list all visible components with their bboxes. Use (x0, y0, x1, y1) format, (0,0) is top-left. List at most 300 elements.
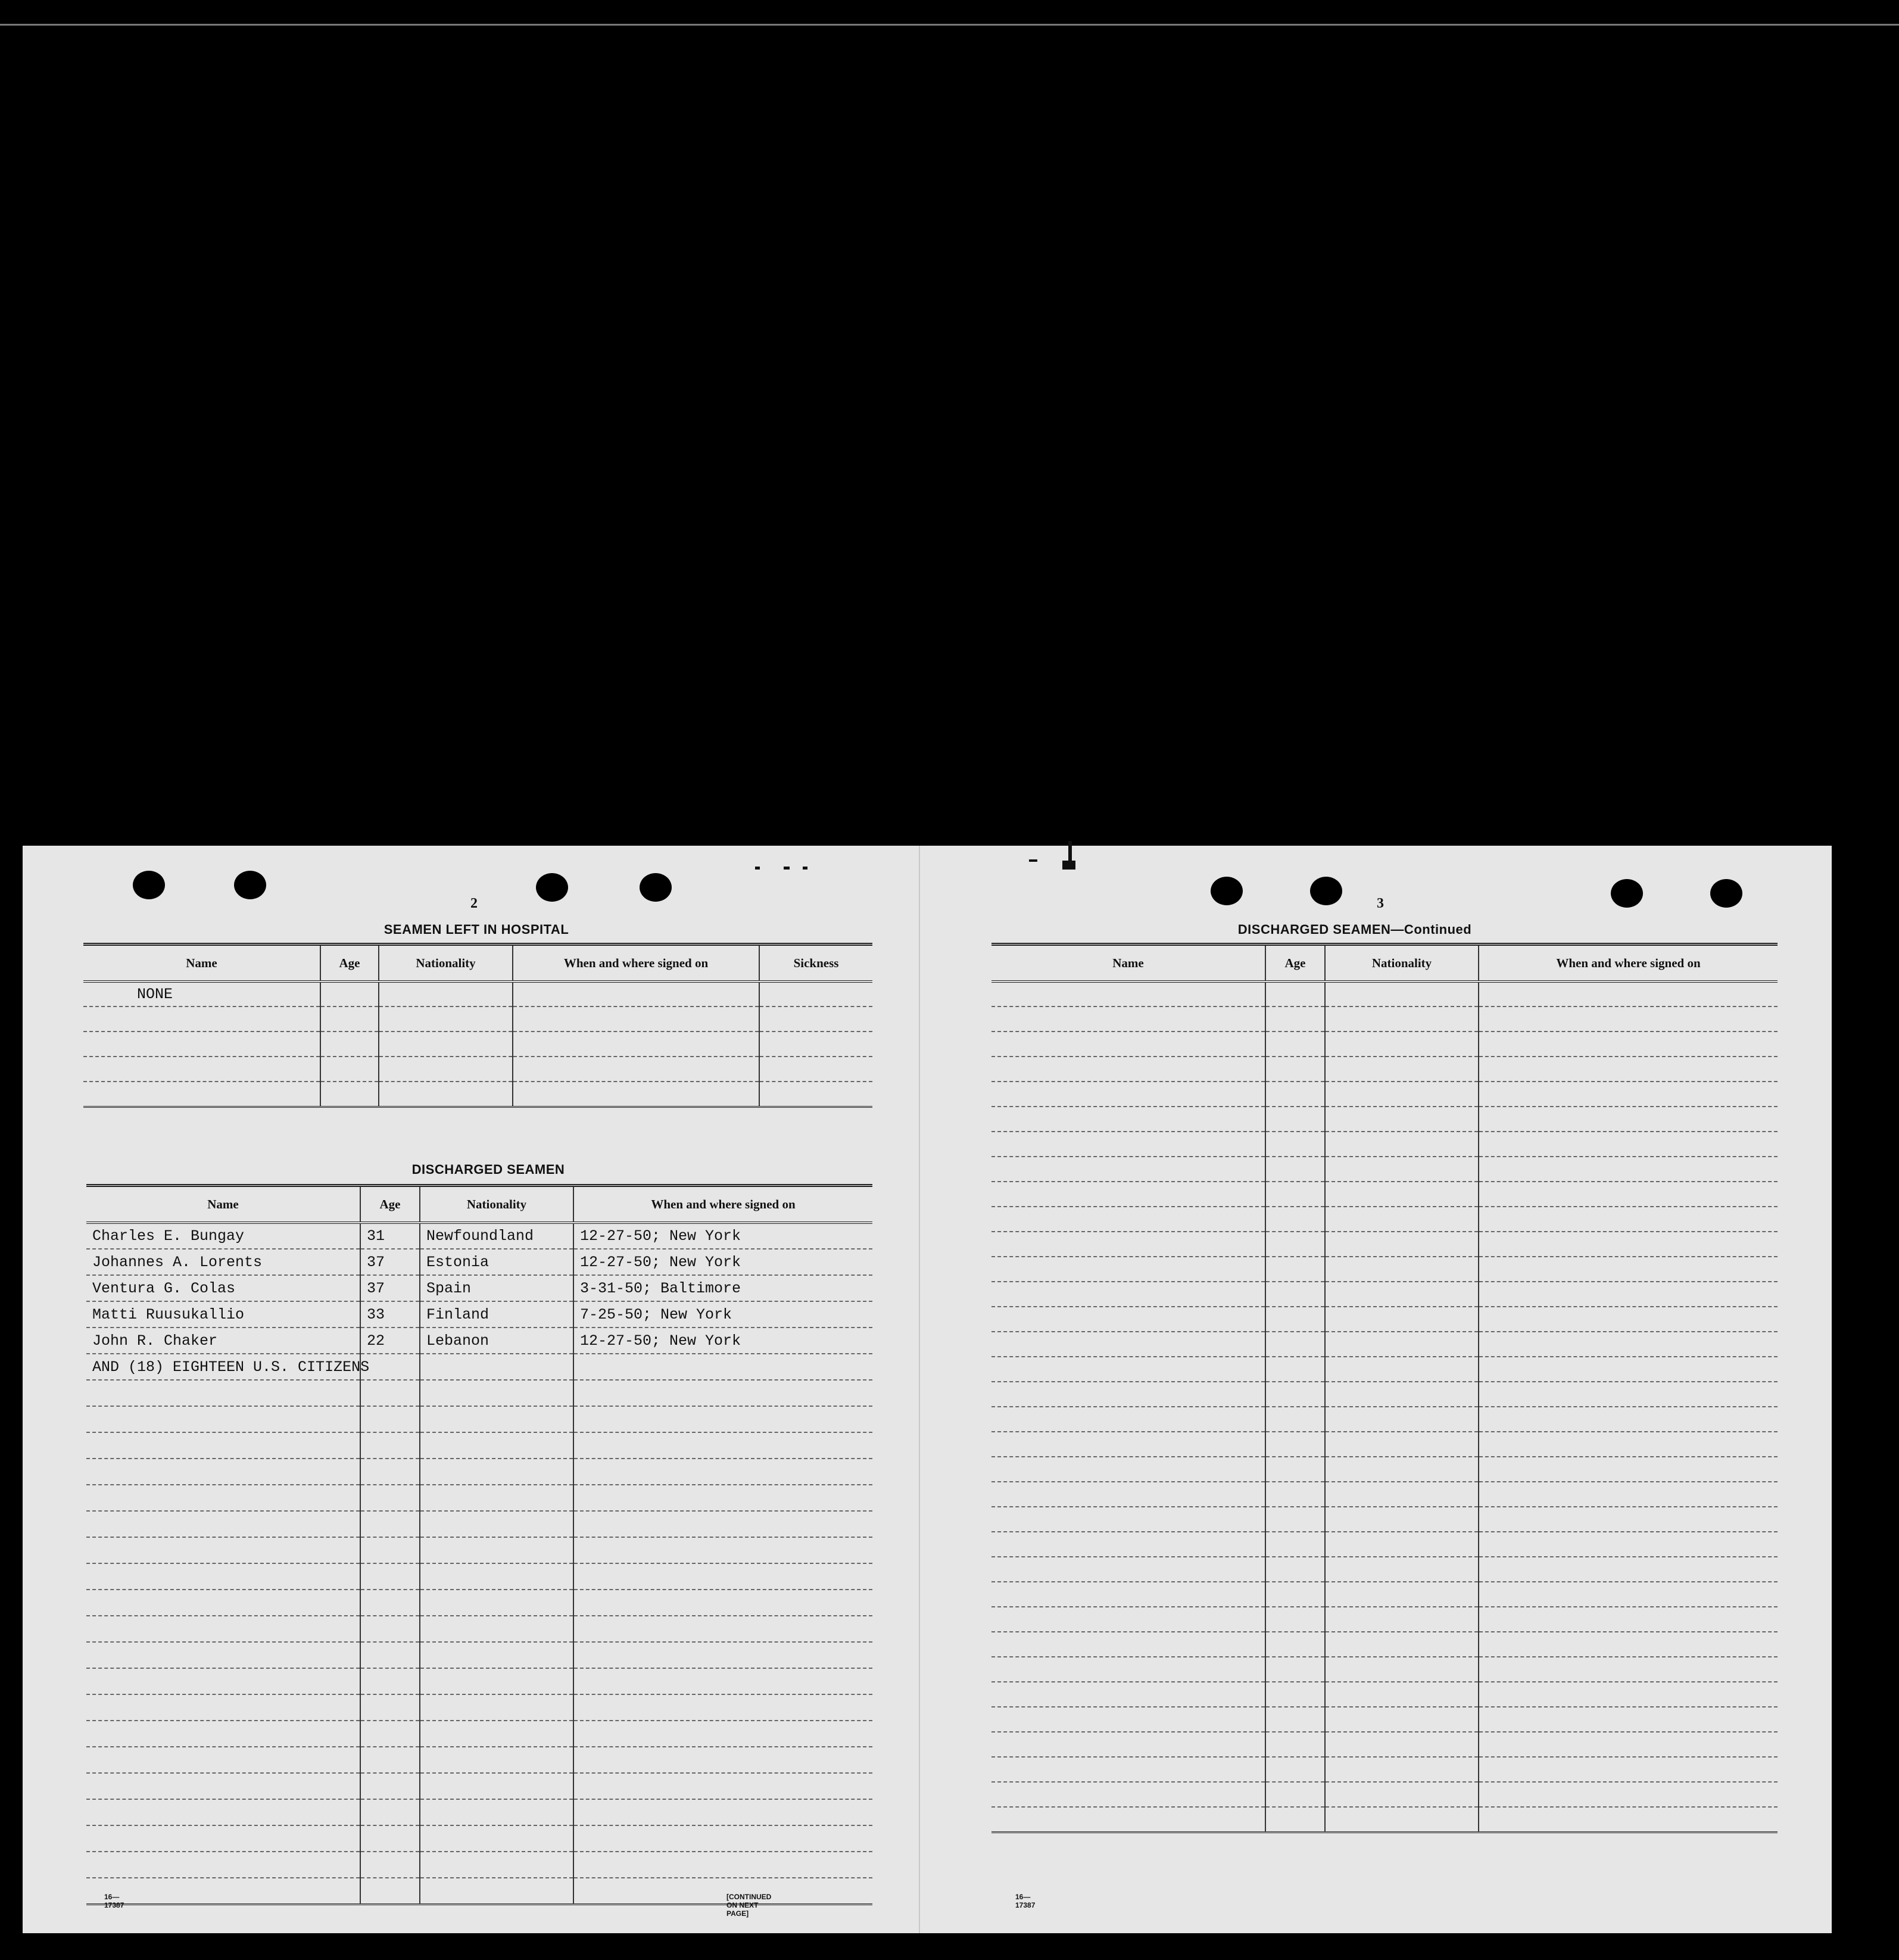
table-cell (759, 1082, 872, 1107)
table-cell (1325, 1432, 1479, 1457)
table-cell (1265, 1257, 1325, 1282)
table-cell (1265, 1107, 1325, 1132)
table-cell (573, 1694, 872, 1721)
table-cell (1265, 1782, 1325, 1807)
table-row (991, 1132, 1778, 1157)
table-cell (991, 1757, 1265, 1782)
table-cell (513, 981, 759, 1007)
table-cell (991, 1532, 1265, 1557)
table-row (83, 1057, 872, 1082)
discharged-rows (86, 1223, 872, 1904)
table-cell (320, 1057, 379, 1082)
table-cell (1479, 1657, 1778, 1682)
table-cell (991, 1032, 1265, 1057)
table-cell (1325, 1207, 1479, 1232)
table-cell (513, 1007, 759, 1032)
table-cell (991, 1382, 1265, 1407)
table-cell (1479, 1682, 1778, 1707)
table-row (991, 1507, 1778, 1532)
table-row (991, 1107, 1778, 1132)
table-cell (86, 1852, 360, 1878)
punch-hole (536, 873, 568, 902)
table-row (86, 1537, 872, 1563)
table-cell (1479, 1607, 1778, 1632)
table-cell (991, 1057, 1265, 1082)
table-cell (420, 1852, 573, 1878)
table-row (86, 1511, 872, 1537)
table-cell (1325, 1732, 1479, 1757)
table-cell (360, 1642, 420, 1668)
table-row (86, 1616, 872, 1642)
table-cell (573, 1537, 872, 1563)
table-cell (991, 1707, 1265, 1732)
table-cell: 12-27-50; New York (573, 1223, 872, 1249)
table-cell (991, 1432, 1265, 1457)
table-cell (360, 1432, 420, 1459)
page-number: 2 (470, 896, 478, 911)
table-cell (1265, 1332, 1325, 1357)
table-cell (420, 1563, 573, 1590)
table-cell (573, 1799, 872, 1825)
punch-hole (133, 871, 165, 899)
table-cell (1479, 1757, 1778, 1782)
ink-mark (784, 867, 790, 870)
table-row (86, 1459, 872, 1485)
table-cell: 33 (360, 1301, 420, 1328)
table-cell (420, 1747, 573, 1773)
discharged-section-title: DISCHARGED SEAMEN (411, 1162, 565, 1177)
table-row (991, 981, 1778, 1007)
table-cell: AND (18) EIGHTEEN U.S. CITIZENS (86, 1354, 360, 1380)
table-cell (513, 1057, 759, 1082)
table-cell (1325, 1557, 1479, 1582)
table-cell (1479, 1432, 1778, 1457)
table-cell (1325, 1107, 1479, 1132)
column-header: When and where signed on (1479, 945, 1778, 982)
table-row (86, 1590, 872, 1616)
column-header: Nationality (1325, 945, 1479, 982)
table-row (991, 1457, 1778, 1482)
table-cell (420, 1694, 573, 1721)
table-row (86, 1563, 872, 1590)
table-row (991, 1057, 1778, 1082)
table-cell (1265, 981, 1325, 1007)
punch-hole (234, 871, 266, 899)
table-cell (1479, 1157, 1778, 1182)
punch-hole (1710, 879, 1742, 908)
table-cell (1265, 1632, 1325, 1657)
table-cell (360, 1511, 420, 1537)
table-cell (991, 1332, 1265, 1357)
table-cell (1325, 1582, 1479, 1607)
table-cell (86, 1459, 360, 1485)
table-cell (379, 1007, 513, 1032)
table-cell (420, 1773, 573, 1799)
column-header: Nationality (420, 1186, 573, 1223)
table-row (991, 1257, 1778, 1282)
table-row (991, 1757, 1778, 1782)
table-cell (1479, 1807, 1778, 1832)
table-cell (360, 1537, 420, 1563)
table-row (86, 1668, 872, 1694)
table-row (991, 1182, 1778, 1207)
table-row (991, 1307, 1778, 1332)
table-cell (1325, 1757, 1479, 1782)
table-cell (1265, 1132, 1325, 1157)
continued-rows (991, 981, 1778, 1832)
discharged-continued-title: DISCHARGED SEAMEN—Continued (1237, 922, 1472, 937)
table-cell (573, 1485, 872, 1511)
table-cell (86, 1721, 360, 1747)
table-cell (573, 1852, 872, 1878)
table-cell (1265, 1157, 1325, 1182)
table-row (86, 1747, 872, 1773)
table-cell (420, 1590, 573, 1616)
table-cell (1265, 1557, 1325, 1582)
table-cell (360, 1668, 420, 1694)
table-cell (360, 1747, 420, 1773)
table-row (86, 1301, 872, 1328)
table-cell (1325, 1007, 1479, 1032)
table-cell (991, 1557, 1265, 1582)
table-cell (320, 1007, 379, 1032)
table-cell (1479, 981, 1778, 1007)
table-cell (379, 1057, 513, 1082)
column-header: Sickness (759, 945, 872, 982)
table-cell (360, 1380, 420, 1406)
table-cell (991, 1457, 1265, 1482)
form-number: 16—17387 (104, 1893, 124, 1909)
table-cell (991, 1407, 1265, 1432)
table-cell: 31 (360, 1223, 420, 1249)
table-cell (1479, 1782, 1778, 1807)
table-row (991, 1582, 1778, 1607)
table-row (86, 1223, 872, 1249)
page-fold (919, 846, 920, 1933)
table-cell: 12-27-50; New York (573, 1328, 872, 1354)
table-cell (991, 1132, 1265, 1157)
table-cell (83, 1032, 320, 1057)
table-cell: 37 (360, 1249, 420, 1275)
table-cell (1325, 1157, 1479, 1182)
table-row (991, 1207, 1778, 1232)
table-cell (1265, 1682, 1325, 1707)
table-cell (420, 1537, 573, 1563)
table-cell (991, 1182, 1265, 1207)
table-cell (573, 1721, 872, 1747)
table-cell (1265, 1582, 1325, 1607)
column-header: Name (83, 945, 320, 982)
table-cell (83, 1057, 320, 1082)
table-cell (360, 1354, 420, 1380)
table-cell: Matti Ruusukallio (86, 1301, 360, 1328)
table-row (86, 1432, 872, 1459)
table-cell (86, 1563, 360, 1590)
table-cell (573, 1616, 872, 1642)
table-cell (1265, 1357, 1325, 1382)
table-cell (1479, 1532, 1778, 1557)
table-row (86, 1328, 872, 1354)
table-cell (573, 1825, 872, 1852)
table-cell (991, 1607, 1265, 1632)
table-cell (420, 1668, 573, 1694)
table-row (991, 1432, 1778, 1457)
table-cell (1265, 1432, 1325, 1457)
table-cell (759, 1057, 872, 1082)
table-cell (420, 1354, 573, 1380)
table-cell (1265, 1082, 1325, 1107)
table-cell (1265, 1032, 1325, 1057)
table-cell (420, 1721, 573, 1747)
table-cell (86, 1773, 360, 1799)
table-cell (360, 1773, 420, 1799)
table-row (991, 1657, 1778, 1682)
table-row (991, 1632, 1778, 1657)
table-cell (573, 1459, 872, 1485)
table-cell (1325, 1507, 1479, 1532)
table-cell (1265, 1732, 1325, 1757)
table-row (86, 1825, 872, 1852)
column-header: Name (86, 1186, 360, 1223)
table-cell (991, 1807, 1265, 1832)
table-cell (1325, 1057, 1479, 1082)
table-cell (573, 1511, 872, 1537)
table-cell (1265, 1407, 1325, 1432)
table-cell (420, 1799, 573, 1825)
table-cell (573, 1406, 872, 1432)
ink-mark (1029, 859, 1037, 862)
table-cell (86, 1799, 360, 1825)
table-cell (759, 1032, 872, 1057)
table-cell (86, 1694, 360, 1721)
table-row (86, 1249, 872, 1275)
column-header: Name (991, 945, 1265, 982)
table-cell (1265, 1507, 1325, 1532)
table-cell (573, 1432, 872, 1459)
table-cell (86, 1616, 360, 1642)
table-cell (83, 1082, 320, 1107)
table-cell (1325, 1457, 1479, 1482)
table-cell (1325, 1407, 1479, 1432)
table-cell (1325, 1082, 1479, 1107)
table-cell (1479, 1032, 1778, 1057)
column-header: When and where signed on (573, 1186, 872, 1223)
table-cell (360, 1563, 420, 1590)
table-cell (1325, 1807, 1479, 1832)
table-cell (420, 1878, 573, 1904)
table-row (991, 1032, 1778, 1057)
table-cell (1479, 1382, 1778, 1407)
table-cell (513, 1082, 759, 1107)
table-cell (1325, 1307, 1479, 1332)
table-cell (1479, 1632, 1778, 1657)
hospital-rows (83, 981, 872, 1107)
discharged-continued-table (991, 943, 1778, 1833)
punch-hole (1211, 877, 1243, 905)
table-row (991, 1007, 1778, 1032)
table-cell: Finland (420, 1301, 573, 1328)
table-cell (86, 1747, 360, 1773)
table-cell (1325, 981, 1479, 1007)
table-cell (1265, 1707, 1325, 1732)
table-cell (1265, 1007, 1325, 1032)
table-row (991, 1382, 1778, 1407)
table-cell (991, 1357, 1265, 1382)
table-cell (1479, 1582, 1778, 1607)
table-cell (86, 1485, 360, 1511)
table-cell (1325, 1257, 1479, 1282)
table-row (991, 1232, 1778, 1257)
table-row (991, 1082, 1778, 1107)
table-row (83, 981, 872, 1007)
table-cell (1479, 1257, 1778, 1282)
table-cell (360, 1825, 420, 1852)
table-cell (420, 1825, 573, 1852)
table-row (86, 1721, 872, 1747)
table-cell (360, 1485, 420, 1511)
table-cell (320, 1032, 379, 1057)
table-cell (1479, 1557, 1778, 1582)
table-cell (991, 1257, 1265, 1282)
table-row (86, 1380, 872, 1406)
table-cell: Ventura G. Colas (86, 1275, 360, 1301)
table-cell (1265, 1807, 1325, 1832)
table-cell (1479, 1107, 1778, 1132)
table-cell (573, 1642, 872, 1668)
table-cell (991, 1507, 1265, 1532)
table-cell (1479, 1407, 1778, 1432)
column-header: When and where signed on (513, 945, 759, 982)
table-cell: 7-25-50; New York (573, 1301, 872, 1328)
table-cell (991, 1207, 1265, 1232)
table-cell (1479, 1082, 1778, 1107)
table-cell (360, 1721, 420, 1747)
table-cell (1325, 1357, 1479, 1382)
table-cell (1265, 1757, 1325, 1782)
table-cell: Johannes A. Lorents (86, 1249, 360, 1275)
table-cell (320, 981, 379, 1007)
table-cell (86, 1590, 360, 1616)
table-cell (1265, 1282, 1325, 1307)
discharged-table (86, 1184, 872, 1905)
table-cell: 37 (360, 1275, 420, 1301)
table-cell (360, 1459, 420, 1485)
table-cell (513, 1032, 759, 1057)
table-cell (420, 1642, 573, 1668)
table-row (83, 1032, 872, 1057)
table-cell (573, 1563, 872, 1590)
table-cell (420, 1432, 573, 1459)
table-cell: John R. Chaker (86, 1328, 360, 1354)
table-cell (420, 1406, 573, 1432)
table-cell (83, 1007, 320, 1032)
table-row (86, 1406, 872, 1432)
table-cell (573, 1878, 872, 1904)
hospital-header-row (83, 945, 872, 982)
table-cell (1265, 1482, 1325, 1507)
table-row (991, 1707, 1778, 1732)
form-number: 16—17387 (1015, 1893, 1036, 1909)
table-row (991, 1557, 1778, 1582)
table-cell (1265, 1232, 1325, 1257)
ink-mark (755, 867, 760, 870)
table-cell (86, 1537, 360, 1563)
table-cell: Spain (420, 1275, 573, 1301)
table-row (991, 1482, 1778, 1507)
continued-note: [CONTINUED ON NEXT PAGE] (726, 1893, 772, 1918)
table-cell (1265, 1657, 1325, 1682)
table-row (991, 1157, 1778, 1182)
table-cell (1479, 1332, 1778, 1357)
table-cell (991, 1232, 1265, 1257)
table-cell (991, 1657, 1265, 1682)
table-cell (991, 1682, 1265, 1707)
table-cell (1325, 1232, 1479, 1257)
table-cell (86, 1432, 360, 1459)
table-row (86, 1773, 872, 1799)
table-cell (573, 1590, 872, 1616)
table-cell (573, 1380, 872, 1406)
table-cell (1479, 1307, 1778, 1332)
table-cell (1265, 1182, 1325, 1207)
table-cell (991, 1157, 1265, 1182)
table-cell (86, 1825, 360, 1852)
table-row (991, 1807, 1778, 1832)
table-cell (1325, 1632, 1479, 1657)
table-row (86, 1799, 872, 1825)
table-row (991, 1332, 1778, 1357)
table-cell (991, 1082, 1265, 1107)
table-cell (573, 1668, 872, 1694)
punch-hole (640, 873, 672, 902)
table-cell (573, 1773, 872, 1799)
table-cell (360, 1406, 420, 1432)
table-cell (991, 1582, 1265, 1607)
table-cell (360, 1590, 420, 1616)
table-cell (1479, 1007, 1778, 1032)
table-row (83, 1082, 872, 1107)
table-cell (1479, 1732, 1778, 1757)
table-cell (1479, 1057, 1778, 1082)
table-row (86, 1485, 872, 1511)
table-cell (379, 1082, 513, 1107)
table-row (991, 1357, 1778, 1382)
hospital-table (83, 943, 872, 1108)
table-cell (1479, 1507, 1778, 1532)
column-header: Age (320, 945, 379, 982)
table-row (991, 1607, 1778, 1632)
table-cell (1325, 1532, 1479, 1557)
table-cell (1479, 1282, 1778, 1307)
table-cell (1265, 1207, 1325, 1232)
continued-header-row (991, 945, 1778, 982)
table-cell (86, 1642, 360, 1668)
table-cell (991, 1007, 1265, 1032)
table-cell (991, 1782, 1265, 1807)
table-row (86, 1852, 872, 1878)
table-cell (1325, 1607, 1479, 1632)
table-cell: 3-31-50; Baltimore (573, 1275, 872, 1301)
table-cell (420, 1380, 573, 1406)
table-cell (573, 1747, 872, 1773)
table-cell (573, 1354, 872, 1380)
hospital-section-title: SEAMEN LEFT IN HOSPITAL (383, 922, 569, 937)
discharged-header-row (86, 1186, 872, 1223)
table-cell (1325, 1332, 1479, 1357)
table-row (991, 1532, 1778, 1557)
table-row (86, 1275, 872, 1301)
table-cell (1325, 1782, 1479, 1807)
